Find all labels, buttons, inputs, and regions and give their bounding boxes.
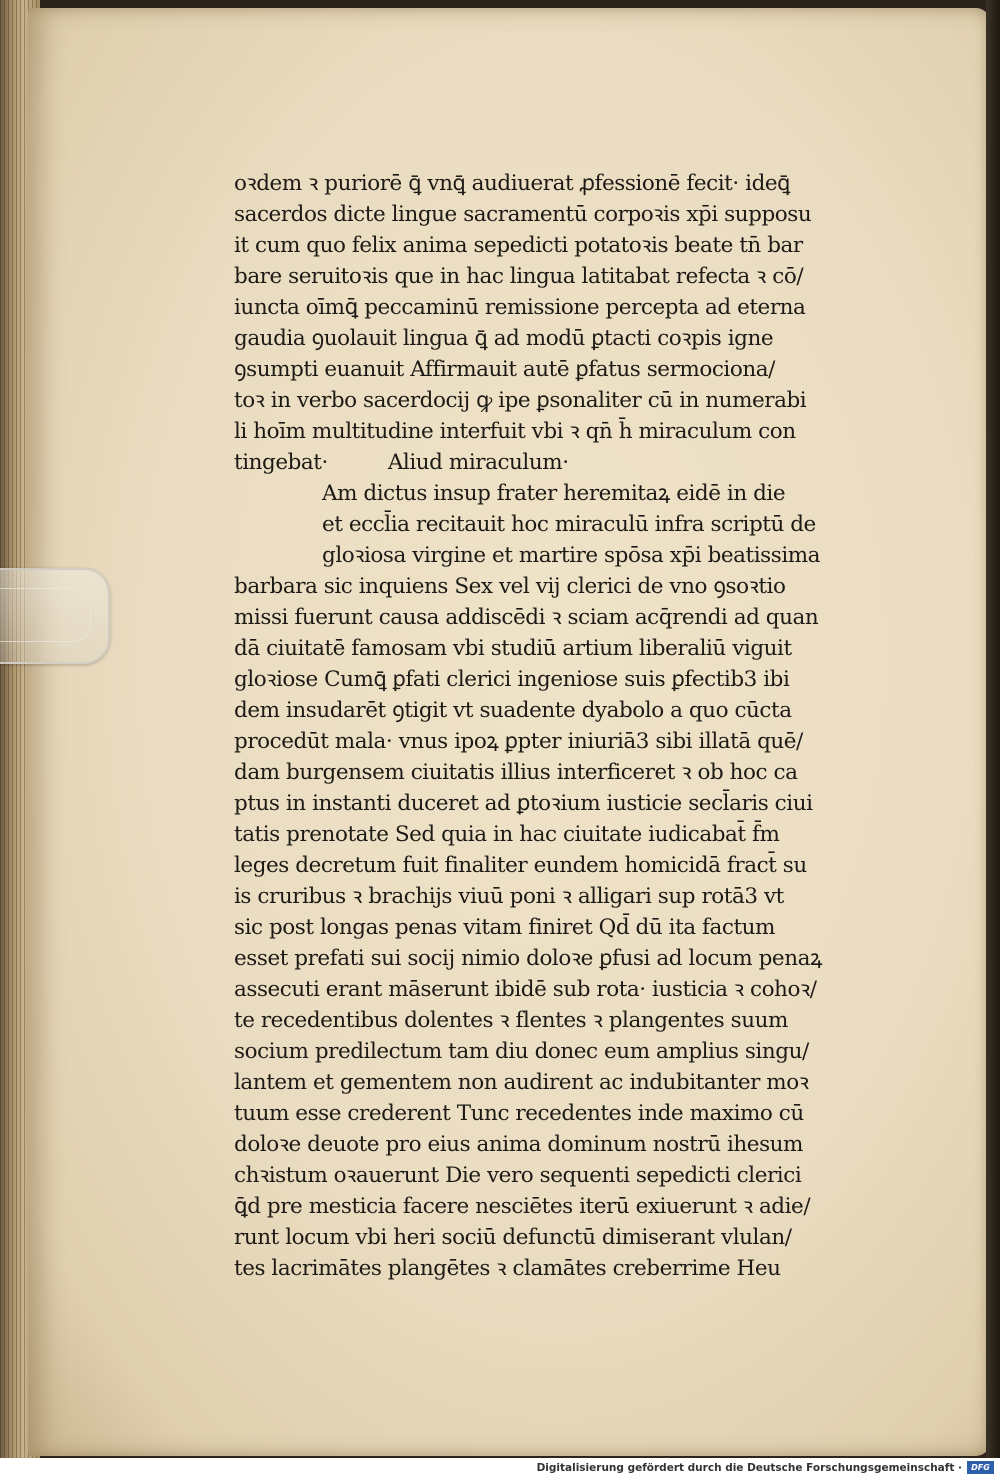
text-line-indented: Am dictus insup frater heremitaꝝ eidē in die	[322, 481, 786, 506]
heading-line	[234, 447, 854, 478]
text-line-indented: gloꝛiosa virgine et martire spōsa xp̄i beatissima	[322, 543, 821, 568]
text-line: bare seruitoꝛis que in hac lingua latitabat refecta ꝛ cō/	[234, 264, 804, 289]
text-line: runt locum vbi heri sociū defunctū dimiserant vlulan/	[234, 1225, 792, 1250]
text-line: dam burgensem ciuitatis illius interficeret ꝛ ob hoc ca	[234, 760, 798, 785]
text-line: is cruribus ꝛ brachijs viuū poni ꝛ alligari sup rotā3 vt	[234, 884, 784, 909]
text-line: it cum quo felix anima sepedicti potatoꝛis beate tn̄ bar	[234, 233, 803, 258]
text-line: gloꝛiose Cumꝗ̄ ꝑfati clerici ingeniose suis ꝑfectib3 ibi	[234, 667, 790, 692]
page-holder-clip	[0, 568, 110, 664]
text-line: iuncta oīmꝗ̄ peccaminū remissione percepta ad eterna	[234, 295, 806, 320]
text-line: toꝛ in verbo sacerdocij ꝙ ipe ꝑsonaliter cū in numerabi	[234, 388, 807, 413]
section-heading: Aliud miraculum·	[387, 450, 569, 475]
text-line: tes lacrimātes plangētes ꝛ clamātes creberrime Heu	[234, 1256, 781, 1281]
text-line: oꝛdem ꝛ puriorē ꝗ̄ vnꝗ̄ audiuerat ꝓfessionē fecit· ideꝗ̄	[234, 171, 790, 196]
text-line-indented: et eccl̄ia recitauit hoc miraculū infra scriptū de	[322, 512, 816, 537]
text-line: doloꝛe deuote pro eius anima dominum nostrū ihesum	[234, 1132, 803, 1157]
text-line: gaudia ꝯuolauit lingua ꝗ̄ ad modū ꝑtacti coꝛpis igne	[234, 326, 774, 351]
text-line: sic post longas penas vitam finiret Qd̄ dū ita factum	[234, 915, 775, 940]
text-line: li hoīm multitudine interfuit vbi ꝛ qn̄ h̄ miraculum con	[234, 419, 796, 444]
funding-credit: Digitalisierung gefördert durch die Deutsche Forschungsgemeinschaft ·	[536, 1462, 962, 1474]
dfg-logo: DFG	[967, 1461, 994, 1474]
text-line: te recedentibus dolentes ꝛ flentes ꝛ plangentes suum	[234, 1008, 788, 1033]
text-line: leges decretum fuit finaliter eundem homicidā fract̄ su	[234, 853, 807, 878]
text-line: barbara sic inquiens Sex vel vij clerici de vno ꝯsoꝛtio	[234, 574, 786, 599]
text-line: assecuti erant māserunt ibidē sub rota· iusticia ꝛ cohoꝛ/	[234, 977, 817, 1002]
text-line: ꝗ̄d pre mesticia facere nesciētes iterū exiuerunt ꝛ adie/	[234, 1194, 811, 1219]
book-cover-edge	[986, 0, 1000, 1458]
text-line: missi fuerunt causa addiscēdi ꝛ sciam acq̄rendi ad quan	[234, 605, 819, 630]
text-line: ꝯsumpti euanuit Affirmauit autē ꝑfatus sermociona/	[234, 357, 775, 382]
text-line: dā ciuitatē famosam vbi studiū artium liberaliū viguit	[234, 636, 792, 661]
text-line: procedūt mala· vnus ipoꝝ ꝑpter iniuriā3 sibi illatā quē/	[234, 729, 803, 754]
text-line: tuum esse crederent Tunc recedentes inde maximo cū	[234, 1101, 804, 1126]
text-line: esset prefati sui socij nimio doloꝛe ꝑfusi ad locum penaꝝ	[234, 946, 822, 971]
text-line: socium predilectum tam diu donec eum amplius singu/	[234, 1039, 809, 1064]
body-text	[234, 168, 854, 1284]
digitization-footer	[0, 1458, 1000, 1478]
text-line: tingebat·	[234, 450, 328, 475]
text-line: tatis prenotate Sed quia in hac ciuitate iudicabat̄ f̄m	[234, 822, 780, 847]
text-line: ptus in instanti duceret ad ꝑtoꝛium iusticie secl̄aris ciui	[234, 791, 813, 816]
text-line: dem insudarēt ꝯtigit vt suadente dyabolo a quo cūcta	[234, 698, 792, 723]
text-line: sacerdos dicte lingue sacramentū corpoꝛis xp̄i supposu	[234, 202, 812, 227]
text-line: lantem et gementem non audirent ac indubitanter moꝛ	[234, 1070, 809, 1095]
text-line: chꝛistum oꝛauerunt Die vero sequenti sepedicti clerici	[234, 1163, 802, 1188]
